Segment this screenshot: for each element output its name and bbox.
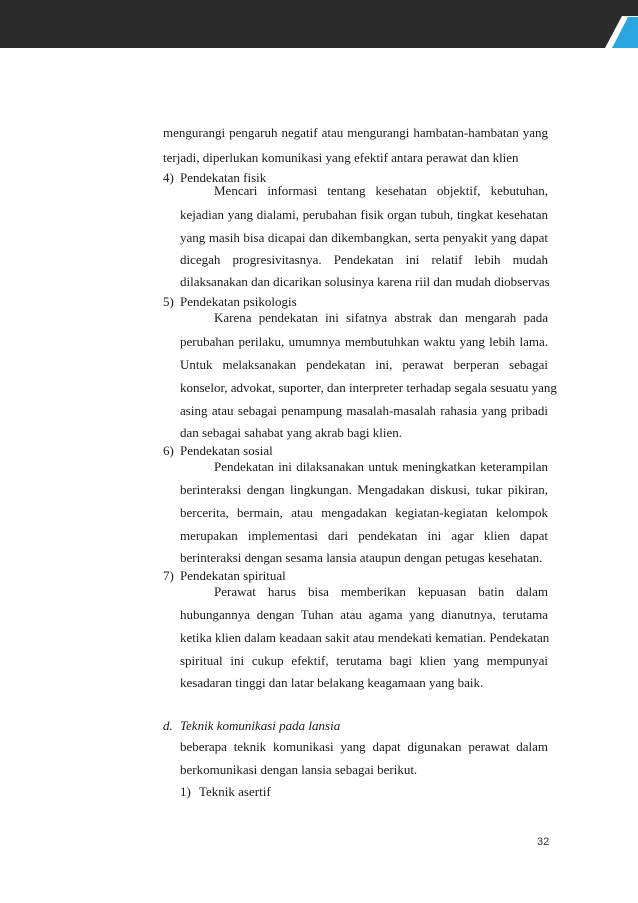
item-7-line-3: ketika klien dalam keadaan sakit atau mendekati kematian. Pendekatan bbox=[180, 630, 550, 645]
item-4-title: Pendekatan fisik bbox=[180, 170, 267, 185]
item-5-line-3: Untuk melaksanakan pendekatan ini, perawat berperan sebagai bbox=[180, 357, 548, 372]
intro-line-2: terjadi, diperlukan komunikasi yang efektif antara perawat dan klien bbox=[163, 150, 519, 165]
item-7-line-1: Perawat harus bisa memberikan kepuasan batin dalam bbox=[214, 584, 548, 599]
section-d-letter: d. bbox=[163, 718, 173, 733]
item-7-number: 7) bbox=[163, 568, 174, 583]
item-6-line-2: berinteraksi dengan lingkungan. Mengadakan diskusi, tukar pikiran, bbox=[180, 482, 548, 497]
item-5-line-4: konselor, advokat, suporter, dan interpreter terhadap segala sesuatu yang bbox=[180, 380, 557, 395]
item-7-line-5: kesadaran tinggi dan latar belakang keagamaan yang baik. bbox=[180, 675, 484, 690]
item-4-line-2: kejadian yang dialami, perubahan fisik organ tubuh, tingkat kesehatan bbox=[180, 207, 548, 222]
item-5-number: 5) bbox=[163, 294, 174, 309]
intro-line-1: mengurangi pengaruh negatif atau mengurangi hambatan-hambatan yang bbox=[163, 125, 548, 140]
item-6-title: Pendekatan sosial bbox=[180, 443, 273, 458]
item-7-title: Pendekatan spiritual bbox=[180, 568, 286, 583]
item-5-title: Pendekatan psikologis bbox=[180, 294, 297, 309]
item-7-line-4: spiritual ini cukup efektif, terutama bagi klien yang mempunyai bbox=[180, 653, 548, 668]
section-d-title: Teknik komunikasi pada lansia bbox=[180, 718, 341, 733]
page-number: 32 bbox=[537, 836, 550, 848]
item-4-line-4: dicegah progresivitasnya. Pendekatan ini relatif lebih mudah bbox=[180, 252, 548, 267]
item-5-line-6: dan sebagai sahabat yang akrab bagi klien. bbox=[180, 425, 402, 440]
item-6-line-3: bercerita, bermain, atau mengadakan kegiatan-kegiatan kelompok bbox=[180, 505, 548, 520]
subitem-1-title: Teknik asertif bbox=[199, 784, 271, 799]
item-6-line-1: Pendekatan ini dilaksanakan untuk meningkatkan keterampilan bbox=[214, 459, 548, 474]
item-5-line-5: asing atau sebagai penampung masalah-masalah rahasia yang pribadi bbox=[180, 403, 548, 418]
item-4-number: 4) bbox=[163, 170, 174, 185]
item-6-number: 6) bbox=[163, 443, 174, 458]
item-4-line-3: yang masih bisa dicapai dan dikembangkan, serta penyakit yang dapat bbox=[180, 230, 548, 245]
item-4-line-5: dilaksanakan dan dicarikan solusinya karena riil dan mudah diobservas bbox=[180, 274, 550, 289]
item-5-line-1: Karena pendekatan ini sifatnya abstrak dan mengarah pada bbox=[214, 310, 548, 325]
item-7-line-2: hubungannya dengan Tuhan atau agama yang dianutnya, terutama bbox=[180, 607, 548, 622]
section-d-line-2: berkomunikasi dengan lansia sebagai berikut. bbox=[180, 762, 418, 777]
item-6-line-5: berinteraksi dengan sesama lansia ataupun dengan petugas kesehatan. bbox=[180, 550, 543, 565]
item-6-line-4: merupakan implementasi dari pendekatan ini agar klien dapat bbox=[180, 528, 548, 543]
item-5-line-2: perubahan perilaku, umumnya membutuhkan waktu yang lebih lama. bbox=[180, 334, 548, 349]
subitem-1-number: 1) bbox=[180, 784, 191, 799]
section-d-line-1: beberapa teknik komunikasi yang dapat digunakan perawat dalam bbox=[180, 739, 548, 754]
item-4-line-1: Mencari informasi tentang kesehatan objektif, kebutuhan, bbox=[214, 183, 548, 198]
